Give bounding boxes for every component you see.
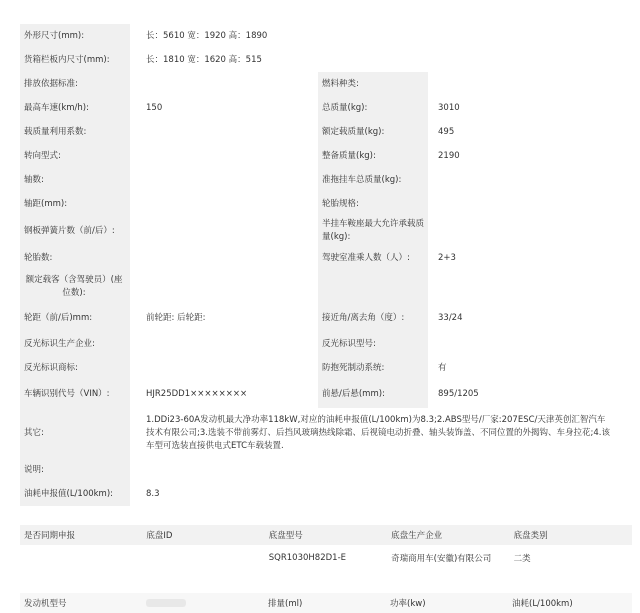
spec-label: 最高车速(km/h): (20, 96, 130, 120)
spec-label: 反光标识生产企业: (20, 332, 130, 356)
spec-value: 33/24 (438, 312, 463, 323)
chassis-maker-value: 奇瑞商用车(安徽)有限公司 (391, 554, 492, 564)
chassis-category-value: 二类 (513, 554, 531, 564)
spec-label: 外形尺寸(mm): (20, 24, 130, 48)
spec-value: 2190 (438, 150, 460, 161)
spec-value: 3010 (438, 102, 460, 113)
chassis-header-sync: 是否同期申报 (24, 531, 76, 541)
spec-row (20, 120, 632, 144)
chassis-header-category: 底盘类别 (513, 531, 548, 541)
chassis-header-model: 底盘型号 (268, 531, 303, 541)
engine-row (20, 593, 632, 613)
spec-value: 1.DDi23-60A发动机最大净功率118kW,对应的油耗申报值(L/100km)为8.3;2.ABS型号/厂家:207ESC/天津英创汇智汽车技术有限公司;3.选装不带前雾灯、后挡风玻璃热线除霜、后视镜电动折叠、轴头装饰盖、不同位置的外揭钩、车身拉花;4.该车型可选装直接供电式ETC车载装置. (146, 414, 610, 451)
chassis-header-row (20, 525, 632, 545)
spec-label: 轮胎规格: (318, 192, 428, 216)
spec-row (20, 246, 632, 270)
chassis-table (20, 525, 632, 571)
chassis-model-value: SQR1030H82D1-E (268, 553, 347, 563)
engine-fuel-label: 油耗(L/100km) (512, 599, 573, 609)
spec-row (20, 144, 632, 168)
spec-label: 轮胎数: (20, 246, 130, 270)
chassis-data-row (20, 545, 632, 571)
spec-label: 转向型式: (20, 144, 130, 168)
spec-label: 额定载质量(kg): (318, 120, 428, 144)
spec-value: HJR25DD1×××××××× (146, 388, 248, 399)
spec-label: 反光标识商标: (20, 356, 130, 380)
spec-value: 150 (146, 102, 163, 113)
engine-model-label: 发动机型号 (24, 599, 67, 609)
spec-label: 轴数: (20, 168, 130, 192)
spec-row (20, 304, 632, 332)
spec-label: 总质量(kg): (318, 96, 428, 120)
spec-label: 轴距(mm): (20, 192, 130, 216)
spec-row (20, 216, 632, 246)
spec-label: 准拖挂车总质量(kg): (318, 168, 428, 192)
spec-label: 反光标识型号: (318, 332, 428, 356)
spec-row (20, 72, 632, 96)
spec-value: 8.3 (146, 488, 160, 499)
spec-row (20, 332, 632, 356)
spec-value: 2+3 (438, 252, 456, 263)
spec-label: 额定载客（含驾驶员）(座位数): (20, 270, 130, 304)
engine-model-value (142, 598, 264, 608)
spec-row (20, 270, 632, 304)
spec-row (20, 380, 632, 408)
chassis-header-maker: 底盘生产企业 (391, 531, 443, 541)
spec-row (20, 356, 632, 380)
spec-label: 驾驶室准乘人数（人）: (318, 246, 428, 270)
spec-label: 排放依据标准: (20, 72, 130, 96)
spec-row (20, 96, 632, 120)
spec-label: 燃料种类: (318, 72, 428, 96)
spec-row (20, 24, 632, 48)
spec-label: 接近角/离去角（度）: (318, 304, 428, 332)
spec-label: 油耗申报值(L/100km): (20, 482, 130, 506)
spec-value: 前轮距: 后轮距: (146, 312, 206, 323)
spec-label (318, 270, 428, 304)
spec-label: 货箱栏板内尺寸(mm): (20, 48, 130, 72)
spec-label: 整备质量(kg): (318, 144, 428, 168)
spec-label: 说明: (20, 458, 130, 482)
spec-row (20, 168, 632, 192)
spec-table (20, 24, 632, 506)
chassis-header-id: 底盘ID (146, 531, 173, 541)
spec-row (20, 408, 632, 458)
spec-value: 有 (438, 362, 447, 373)
spec-value: 895/1205 (438, 388, 479, 399)
spec-row (20, 458, 632, 482)
spec-value: 长：5610 宽：1920 高：1890 (146, 30, 268, 41)
spec-value: 长：1810 宽：1620 高：515 (146, 54, 262, 65)
engine-power-label: 功率(kw) (390, 599, 426, 609)
spec-label: 半挂车鞍座最大允许承载质量(kg): (318, 216, 428, 246)
redacted-blur (146, 599, 186, 607)
spec-value: 495 (438, 126, 455, 137)
engine-displacement-label: 排量(ml) (268, 599, 303, 609)
spec-label: 其它: (20, 408, 130, 458)
spec-row (20, 192, 632, 216)
spec-label: 轮距（前/后)mm: (20, 304, 130, 332)
spec-label: 前悬/后悬(mm): (318, 380, 428, 408)
spec-label: 车辆识别代号（VIN）: (20, 380, 130, 408)
spec-row (20, 482, 632, 506)
spec-row (20, 48, 632, 72)
spec-label: 载质量利用系数: (20, 120, 130, 144)
spec-label: 钢板弹簧片数（前/后）: (20, 216, 130, 246)
spec-label: 防抱死制动系统: (318, 356, 428, 380)
